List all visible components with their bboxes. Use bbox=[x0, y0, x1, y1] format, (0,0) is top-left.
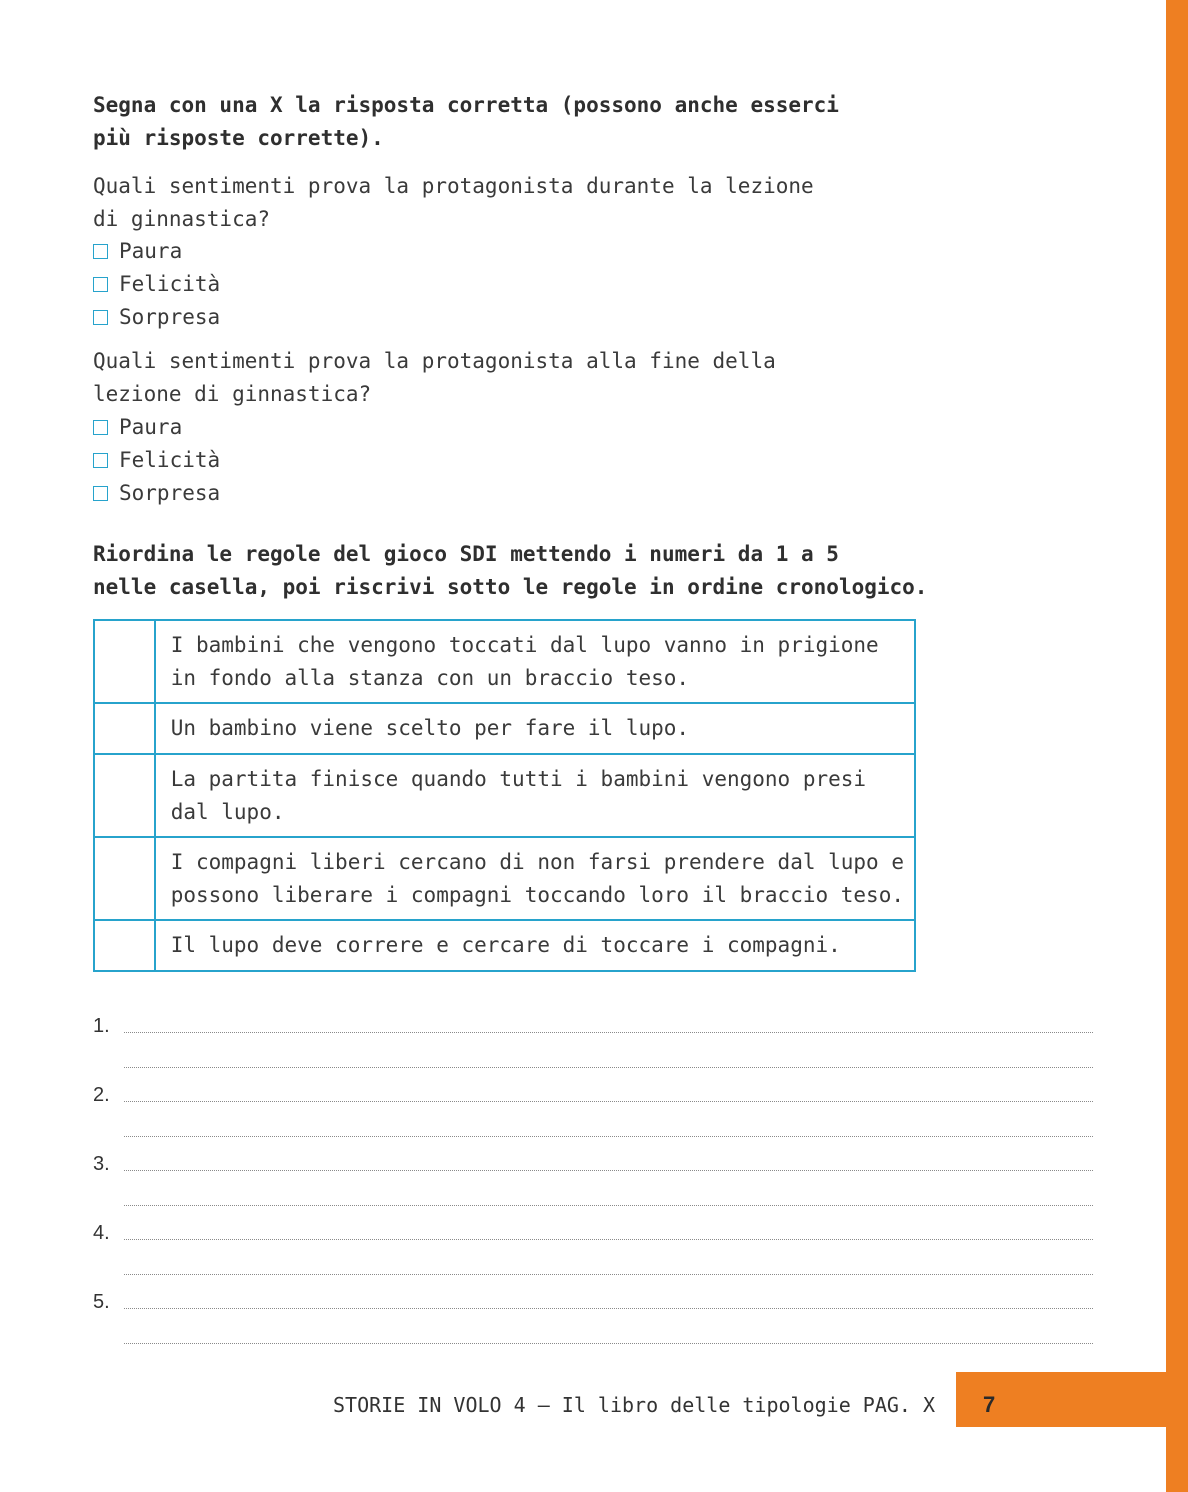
order-number-cell[interactable] bbox=[94, 620, 155, 703]
order-number-cell[interactable] bbox=[94, 754, 155, 837]
question-1 bbox=[93, 170, 814, 236]
question-2-options bbox=[93, 411, 220, 510]
table-row bbox=[94, 920, 915, 971]
answer-number: 5. bbox=[93, 1291, 110, 1313]
answer-item bbox=[93, 1012, 1093, 1081]
checkbox[interactable] bbox=[93, 277, 108, 292]
checkbox[interactable] bbox=[93, 244, 108, 259]
rule-line: possono liberare i compagni toccando loro il braccio teso. bbox=[170, 882, 904, 907]
answer-number: 2. bbox=[93, 1084, 110, 1106]
footer-reference: STORIE IN VOLO 4 – Il libro delle tipologie PAG. X bbox=[333, 1393, 936, 1417]
rules-table bbox=[93, 619, 916, 972]
table-row bbox=[94, 837, 915, 920]
answer-item bbox=[93, 1219, 1093, 1288]
rule-text-cell bbox=[155, 920, 915, 971]
exercise2-instruction bbox=[93, 538, 927, 604]
option-sorpresa[interactable] bbox=[93, 477, 220, 510]
answer-number: 1. bbox=[93, 1015, 110, 1037]
option-label: Felicità bbox=[119, 448, 221, 472]
orange-side-band bbox=[1166, 0, 1188, 1492]
answer-lines bbox=[93, 1012, 1093, 1357]
option-label: Sorpresa bbox=[119, 305, 221, 329]
table-row bbox=[94, 703, 915, 754]
option-felicita[interactable] bbox=[93, 268, 220, 301]
table-row bbox=[94, 620, 915, 703]
rule-line: in fondo alla stanza con un braccio teso. bbox=[170, 665, 690, 690]
question-line: lezione di ginnastica? bbox=[93, 382, 372, 406]
rule-text-cell bbox=[155, 620, 915, 703]
instruction-line: nelle casella, poi riscrivi sotto le regole in ordine cronologico. bbox=[93, 575, 928, 599]
question-2 bbox=[93, 345, 776, 411]
answer-line[interactable] bbox=[124, 1170, 1093, 1171]
exercise1-instruction bbox=[93, 89, 839, 155]
option-felicita[interactable] bbox=[93, 444, 220, 477]
rule-text-cell bbox=[155, 703, 915, 754]
option-label: Sorpresa bbox=[119, 481, 221, 505]
rule-text-cell bbox=[155, 837, 915, 920]
answer-line[interactable] bbox=[124, 1239, 1093, 1240]
answer-line[interactable] bbox=[124, 1136, 1093, 1137]
checkbox[interactable] bbox=[93, 420, 108, 435]
option-label: Felicità bbox=[119, 272, 221, 296]
answer-line[interactable] bbox=[124, 1205, 1093, 1206]
answer-number: 4. bbox=[93, 1222, 110, 1244]
table-row bbox=[94, 754, 915, 837]
rule-line: Un bambino viene scelto per fare il lupo. bbox=[170, 716, 690, 740]
order-number-cell[interactable] bbox=[94, 920, 155, 971]
rule-text-cell bbox=[155, 754, 915, 837]
order-number-cell[interactable] bbox=[94, 837, 155, 920]
order-number-cell[interactable] bbox=[94, 703, 155, 754]
answer-line[interactable] bbox=[124, 1308, 1093, 1309]
rule-line: La partita finisce quando tutti i bambini vengono presi bbox=[170, 766, 867, 791]
answer-number: 3. bbox=[93, 1153, 110, 1175]
question-line: di ginnastica? bbox=[93, 207, 271, 231]
answer-line[interactable] bbox=[124, 1067, 1093, 1068]
answer-line[interactable] bbox=[124, 1101, 1093, 1102]
page-number: 7 bbox=[983, 1392, 996, 1417]
answer-line[interactable] bbox=[124, 1274, 1093, 1275]
option-paura[interactable] bbox=[93, 411, 220, 444]
answer-line[interactable] bbox=[124, 1343, 1093, 1344]
rule-line: Il lupo deve correre e cercare di toccare i compagni. bbox=[170, 933, 841, 957]
option-label: Paura bbox=[119, 239, 183, 263]
answer-item bbox=[93, 1081, 1093, 1150]
answer-item bbox=[93, 1288, 1093, 1357]
option-label: Paura bbox=[119, 415, 183, 439]
rule-line: I bambini che vengono toccati dal lupo vanno in prigione bbox=[170, 632, 879, 657]
question-line: Quali sentimenti prova la protagonista durante la lezione bbox=[93, 174, 814, 198]
answer-item bbox=[93, 1150, 1093, 1219]
answer-line[interactable] bbox=[124, 1032, 1093, 1033]
instruction-line: più risposte corrette). bbox=[93, 126, 384, 150]
rule-line: I compagni liberi cercano di non farsi prendere dal lupo e bbox=[170, 849, 904, 874]
option-sorpresa[interactable] bbox=[93, 301, 220, 334]
question-line: Quali sentimenti prova la protagonista alla fine della bbox=[93, 349, 776, 373]
checkbox[interactable] bbox=[93, 310, 108, 325]
instruction-line: Segna con una X la risposta corretta (possono anche esserci bbox=[93, 93, 839, 117]
checkbox[interactable] bbox=[93, 486, 108, 501]
question-1-options bbox=[93, 235, 220, 334]
checkbox[interactable] bbox=[93, 453, 108, 468]
option-paura[interactable] bbox=[93, 235, 220, 268]
rule-line: dal lupo. bbox=[170, 799, 285, 824]
instruction-line: Riordina le regole del gioco SDI mettendo i numeri da 1 a 5 bbox=[93, 542, 839, 566]
